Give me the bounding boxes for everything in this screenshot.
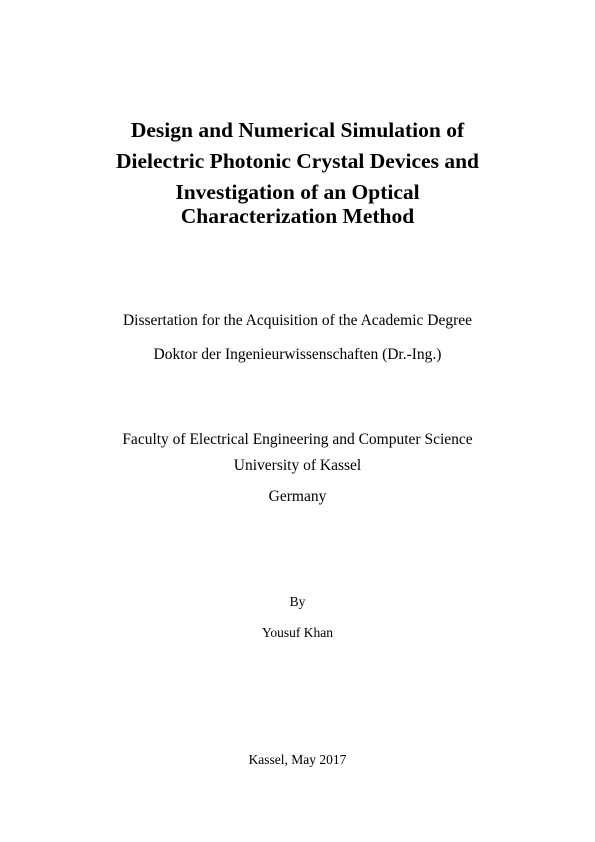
- author-name: Yousuf Khan: [261, 625, 333, 640]
- university-name: University of Kassel: [233, 457, 362, 474]
- degree-purpose: Dissertation for the Acquisition of the Academic Degree: [122, 312, 473, 329]
- by-label: By: [289, 594, 306, 609]
- place-and-date: Kassel, May 2017: [248, 752, 347, 767]
- faculty-name: Faculty of Electrical Engineering and Computer Science: [122, 431, 473, 448]
- degree-name: Doktor der Ingenieurwissenschaften (Dr.-Ing.): [153, 346, 442, 363]
- country-name: Germany: [268, 488, 327, 505]
- thesis-title-line-3: Investigation of an Optical: [175, 180, 420, 204]
- thesis-title-line-1: Design and Numerical Simulation of: [130, 118, 465, 142]
- thesis-title-line-2: Dielectric Photonic Crystal Devices and: [115, 149, 480, 173]
- thesis-title-line-4: Characterization Method: [180, 204, 415, 228]
